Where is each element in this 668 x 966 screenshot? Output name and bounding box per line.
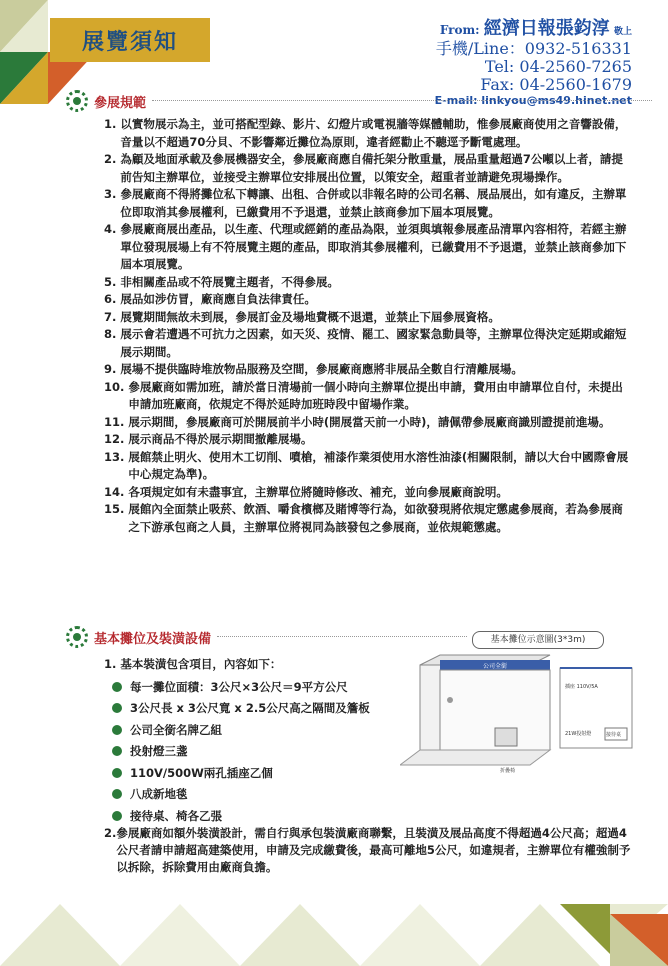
rule-text: 展品如涉仿冒，廠商應自負法律責任。 — [120, 292, 316, 306]
bullet-icon — [112, 725, 122, 735]
section-title-booth: 基本攤位及裝潢設備 — [94, 631, 212, 647]
diagram-chair-label: 折疊椅 — [500, 768, 516, 774]
rule-item — [104, 116, 634, 151]
bullet-icon — [112, 811, 122, 821]
list-item — [104, 676, 404, 698]
contact-tel: Tel: 04-2560-7265 — [484, 57, 632, 76]
rule-item — [104, 151, 634, 186]
rule-number: 7. — [104, 309, 117, 324]
rule-text: 參展廠商展出產品，以生產、代理或經銷的產品為限，並須與填報參展產品清單內容相符，若經主辦單位發現展場上有不符展覽主題的產品，即取消其參展權利，已繳費用不予退還，並禁止該商參加下屆本項展覽。 — [120, 222, 627, 271]
item1-intro: 基本裝潢包含項目，內容如下： — [120, 657, 282, 671]
diagram-socket-label: 插座 110V/5A — [565, 684, 598, 690]
rule-text: 以實物展示為主，並可搭配型錄、影片、幻燈片或電視牆等媒體輔助，惟參展廠商使用之音響設備，音量以不超過70分貝、不影響鄰近攤位為原則，違者經勸止不聽逕予斷電處理。 — [120, 117, 627, 149]
rule-number: 12. — [104, 432, 125, 446]
contact-mobile: 手機/Line：0932-516331 — [435, 39, 632, 58]
rule-item — [104, 414, 634, 432]
rule-text: 展館禁止明火、使用木工切削、噴槍，補漆作業須使用水溶性油漆(相關限制，請以大台中國際會展中心規定為準)。 — [128, 449, 629, 481]
bullet-icon — [112, 746, 122, 756]
rule-number: 2. — [104, 152, 117, 166]
bullet-icon — [112, 682, 122, 692]
rule-item — [104, 361, 634, 379]
rule-item — [104, 309, 634, 327]
list-item — [104, 805, 404, 827]
rule-text: 為顧及地面承載及參展機器安全，參展廠商應自備托架分散重量，展品重量超過7公噸以上者，請提前告知主辦單位，並接受主辦單位安排展出位置，以策安全，超重者並請避免現場操作。 — [120, 152, 623, 184]
bullet-icon — [112, 768, 122, 778]
rule-text: 展館內全面禁止吸菸、飲酒、嚼食檳榔及賭博等行為，如欲發現將依規定懲處參展商，若為參展商之下游承包商之人員，主辦單位將視同為該發包之參展商，並依規範懲處。 — [128, 502, 623, 534]
list-item-text: 3公尺長 x 3公尺寬 x 2.5公尺高之隔間及簷板 — [130, 701, 370, 716]
list-item — [104, 741, 404, 763]
list-item — [104, 719, 404, 741]
section-header-rules — [66, 90, 652, 112]
booth-items — [104, 654, 404, 827]
rule-item — [104, 326, 634, 361]
from-suffix: 敬上 — [613, 27, 632, 37]
rule-item — [104, 291, 634, 309]
rule-text: 展示期間，參展廠商可於開展前半小時(開展當天前一小時)，請佩帶參展廠商識別證提前進場。 — [128, 414, 611, 429]
rule-item — [104, 449, 634, 484]
rule-item — [104, 274, 634, 292]
rule-number: 10. — [104, 379, 125, 394]
list-item-text: 110V/500W兩孔插座乙個 — [130, 765, 273, 780]
item2-text: 參展廠商如額外裝潢設計，需自行與承包裝潢廠商聯繫，且裝潢及展品高度不得超過4公尺高；超過4公尺者請申請超高建築使用，申請及完成繳費後，最高可離地5公尺，如違規者，主辦單位有權強制予以拆除，拆除費用由廠商負擔。 — [116, 826, 631, 874]
list-item — [104, 698, 404, 720]
rule-number: 14. — [104, 484, 125, 499]
bullet-icon — [112, 789, 122, 799]
item1-num: 1. — [104, 657, 117, 671]
rule-text: 展示會若遭遇不可抗力之因素，如天災、疫情、罷工、國家緊急動員等，主辦單位得決定延期或縮短展示期間。 — [120, 327, 627, 359]
list-item — [104, 762, 404, 784]
from-prefix: From: — [439, 23, 480, 37]
list-item-text: 接待桌、椅各乙張 — [130, 808, 222, 823]
diagram-table-label: 接待桌 — [606, 732, 622, 738]
rule-number: 9. — [104, 362, 117, 376]
page-title: 展覽須知 — [81, 29, 178, 55]
item2-num: 2. — [104, 826, 117, 840]
list-item-text: 公司全銜名牌乙組 — [130, 722, 222, 737]
rule-item — [104, 484, 634, 502]
from-name: 經濟日報張鈞淳 — [483, 18, 610, 39]
rule-number: 5. — [104, 274, 117, 289]
corner-decoration-bottom — [0, 904, 668, 966]
contact-fax: Fax: 04-2560-1679 — [480, 75, 632, 94]
section-title-rules: 參展規範 — [94, 95, 147, 111]
booth-note — [104, 825, 634, 876]
list-item-text: 投射燈三盞 — [130, 744, 188, 759]
rule-number: 8. — [104, 327, 117, 341]
section-divider — [152, 100, 652, 102]
gear-icon — [66, 90, 88, 112]
contact-email: E-mail: linkyou@ms49.hinet.net — [434, 94, 632, 107]
diagram-light-label: 21W投射燈 — [565, 731, 592, 737]
list-item-text: 八成新地毯 — [130, 787, 188, 802]
rule-item — [104, 379, 634, 414]
rule-text: 展示商品不得於展示期間撤離展場。 — [128, 432, 313, 446]
rule-text: 展覽期間無故未到展，參展訂金及場地費概不退還，並禁止下屆參展資格。 — [120, 309, 500, 324]
rule-number: 6. — [104, 292, 117, 306]
rule-text: 參展廠商如需加班，請於當日清場前一個小時向主辦單位提出申請，費用由申請單位自付，未提出申請加班廠商，依規定不得於延時加班時段中留場作業。 — [128, 379, 623, 411]
rule-text: 各項規定如有未盡事宜，主辦單位將隨時修改、補充，並向參展廠商說明。 — [128, 484, 508, 499]
rule-number: 11. — [104, 414, 125, 429]
rule-item — [104, 186, 634, 221]
page-title-banner — [50, 18, 210, 62]
rule-number: 15. — [104, 502, 125, 516]
diagram-sign-label: 公司全銜 — [482, 663, 508, 670]
gear-icon — [66, 626, 88, 648]
rule-text: 展場不提供臨時堆放物品服務及空間，參展廠商應將非展品全數自行清離展場。 — [120, 362, 523, 376]
rule-text: 參展廠商不得將攤位私下轉讓、出租、合併或以非報名時的公司名稱、展品展出，如有違反，主辦單位即取消其參展權利，已繳費用不予退還，並禁止該商參加下屆本項展覽。 — [120, 187, 627, 219]
rule-number: 13. — [104, 449, 125, 464]
list-item-text: 每一攤位面積：3公尺×3公尺＝9平方公尺 — [130, 679, 348, 694]
rule-item — [104, 431, 634, 449]
rule-text: 非相關產品或不符展覽主題者，不得參展。 — [120, 274, 339, 289]
list-item — [104, 784, 404, 806]
rule-item — [104, 221, 634, 274]
rule-number: 3. — [104, 187, 117, 201]
diagram-caption: 基本攤位示意圖(3*3m) — [472, 631, 604, 649]
rule-item — [104, 501, 634, 536]
booth-diagram — [400, 630, 640, 780]
rules-list — [104, 116, 634, 536]
rule-number: 4. — [104, 222, 117, 236]
rule-number: 1. — [104, 117, 117, 131]
bullet-icon — [112, 703, 122, 713]
